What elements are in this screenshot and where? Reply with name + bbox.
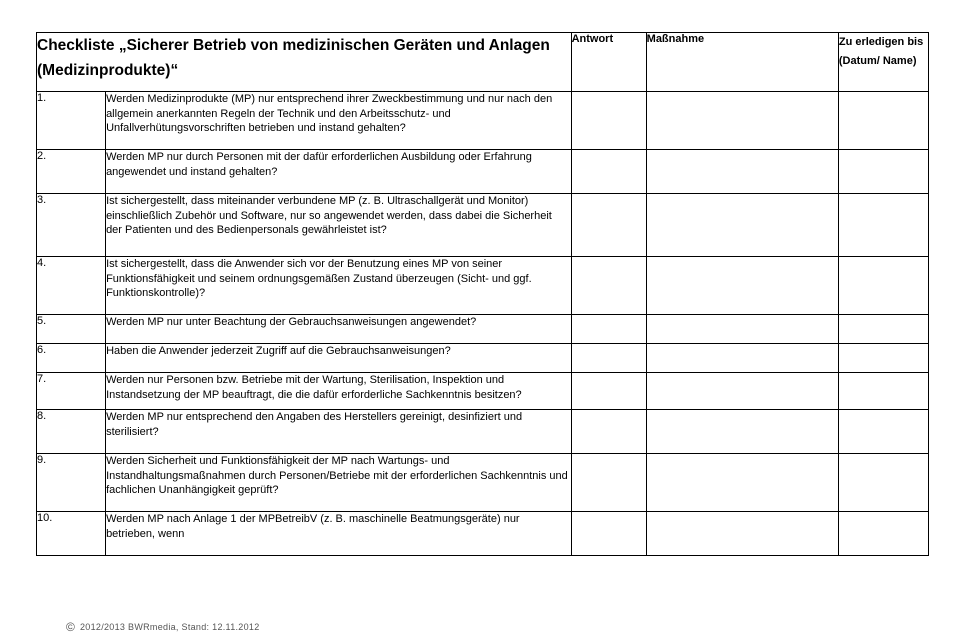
due-cell[interactable] bbox=[838, 454, 928, 512]
checklist-row bbox=[37, 373, 929, 410]
row-question: Werden Sicherheit und Funktionsfähigkeit der MP nach Wartungs- und Instandhaltungsmaßnahmen durch Personen/Betriebe mit der erforderlichen Sachkenntnis und fachlichen Unanhängigkeit geprüft? bbox=[106, 454, 572, 512]
due-cell[interactable] bbox=[838, 373, 928, 410]
answer-cell[interactable] bbox=[571, 92, 646, 150]
answer-cell[interactable] bbox=[571, 194, 646, 257]
measure-cell[interactable] bbox=[646, 92, 838, 150]
checklist-row bbox=[37, 194, 929, 257]
row-number: 3. bbox=[37, 194, 106, 257]
row-question: Haben die Anwender jederzeit Zugriff auf die Gebrauchsanweisungen? bbox=[106, 344, 572, 373]
measure-cell[interactable] bbox=[646, 257, 838, 315]
checklist-row bbox=[37, 257, 929, 315]
row-question: Ist sichergestellt, dass die Anwender sich vor der Benutzung eines MP von seiner Funktionsfähigkeit und seinem ordnungsgemäßen Zustand überzeugen (Sicht- und ggf. Funktionskontrolle)? bbox=[106, 257, 572, 315]
row-number: 4. bbox=[37, 257, 106, 315]
measure-cell[interactable] bbox=[646, 373, 838, 410]
footer-text: 2012/2013 BWRmedia, Stand: 12.11.2012 bbox=[79, 622, 260, 632]
due-cell[interactable] bbox=[838, 344, 928, 373]
row-question: Werden nur Personen bzw. Betriebe mit der Wartung, Sterilisation, Inspektion und Instandsetzung der MP beauftragt, die die dafür erforderliche Sachkenntnis besitzen? bbox=[106, 373, 572, 410]
checklist-row bbox=[37, 454, 929, 512]
row-question: Werden MP nur durch Personen mit der dafür erforderlichen Ausbildung oder Erfahrung angewendet und instand gehalten? bbox=[106, 150, 572, 194]
measure-cell[interactable] bbox=[646, 315, 838, 344]
row-number: 7. bbox=[37, 373, 106, 410]
footer-copyright bbox=[66, 619, 260, 633]
row-number: 9. bbox=[37, 454, 106, 512]
due-cell[interactable] bbox=[838, 315, 928, 344]
checklist-row bbox=[37, 150, 929, 194]
checklist-row bbox=[37, 344, 929, 373]
row-question: Werden MP nach Anlage 1 der MPBetreibV (z. B. maschinelle Beatmungsgeräte) nur betrieben, wenn bbox=[106, 512, 572, 556]
row-number: 8. bbox=[37, 410, 106, 454]
row-question: Werden MP nur entsprechend den Angaben des Herstellers gereinigt, desinfiziert und sterilisiert? bbox=[106, 410, 572, 454]
row-question: Ist sichergestellt, dass miteinander verbundene MP (z. B. Ultraschallgerät und Monitor) einschließlich Zubehör und Software, nur so angewendet werden, dass dabei die Sicherheit der Patienten und des Bedienpersonals gewährleistet ist? bbox=[106, 194, 572, 257]
checklist-row bbox=[37, 410, 929, 454]
row-number: 5. bbox=[37, 315, 106, 344]
row-number: 1. bbox=[37, 92, 106, 150]
checklist-row bbox=[37, 315, 929, 344]
due-cell[interactable] bbox=[838, 150, 928, 194]
checklist-title: Checkliste „Sicherer Betrieb von medizinischen Geräten und Anlagen (Medizinprodukte)“ bbox=[37, 33, 572, 92]
col-header-answer: Antwort bbox=[571, 33, 646, 92]
measure-cell[interactable] bbox=[646, 454, 838, 512]
measure-cell[interactable] bbox=[646, 150, 838, 194]
checklist-table bbox=[36, 32, 929, 556]
answer-cell[interactable] bbox=[571, 373, 646, 410]
row-number: 2. bbox=[37, 150, 106, 194]
measure-cell[interactable] bbox=[646, 344, 838, 373]
answer-cell[interactable] bbox=[571, 454, 646, 512]
measure-cell[interactable] bbox=[646, 410, 838, 454]
answer-cell[interactable] bbox=[571, 512, 646, 556]
row-number: 6. bbox=[37, 344, 106, 373]
copyright-icon: © bbox=[66, 620, 76, 634]
answer-cell[interactable] bbox=[571, 315, 646, 344]
measure-cell[interactable] bbox=[646, 194, 838, 257]
col-header-measure: Maßnahme bbox=[646, 33, 838, 92]
checklist-row bbox=[37, 512, 929, 556]
col-header-due: Zu erledigen bis (Datum/ Name) bbox=[838, 33, 928, 92]
answer-cell[interactable] bbox=[571, 410, 646, 454]
due-cell[interactable] bbox=[838, 410, 928, 454]
due-cell[interactable] bbox=[838, 92, 928, 150]
due-cell[interactable] bbox=[838, 512, 928, 556]
row-question: Werden MP nur unter Beachtung der Gebrauchsanweisungen angewendet? bbox=[106, 315, 572, 344]
due-cell[interactable] bbox=[838, 257, 928, 315]
answer-cell[interactable] bbox=[571, 257, 646, 315]
answer-cell[interactable] bbox=[571, 150, 646, 194]
due-cell[interactable] bbox=[838, 194, 928, 257]
answer-cell[interactable] bbox=[571, 344, 646, 373]
row-question: Werden Medizinprodukte (MP) nur entsprechend ihrer Zweckbestimmung und nur nach den allgemein anerkannten Regeln der Technik und den Arbeitsschutz- und Unfallverhütungsvorschriften betrieben und instand gehalten? bbox=[106, 92, 572, 150]
row-number: 10. bbox=[37, 512, 106, 556]
checklist-row bbox=[37, 92, 929, 150]
header-row bbox=[37, 33, 929, 92]
measure-cell[interactable] bbox=[646, 512, 838, 556]
